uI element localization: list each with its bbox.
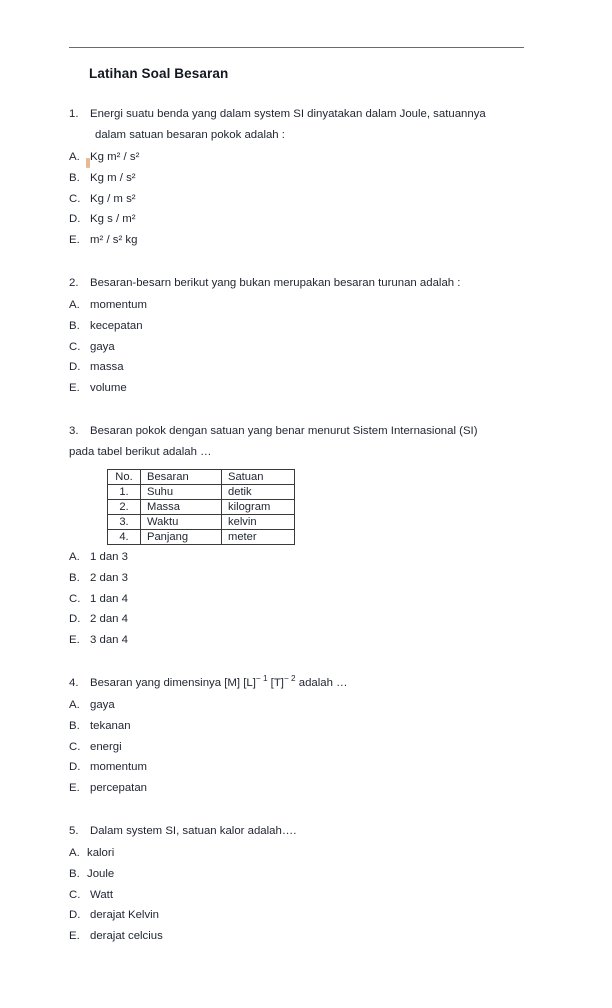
- option-marker: A.: [69, 298, 80, 311]
- table-cell-no: 1.: [108, 484, 141, 499]
- option-label: 1 dan 3: [90, 550, 129, 563]
- question-2-number: 2.: [69, 276, 79, 289]
- option-label: gaya: [90, 698, 115, 711]
- question-3-text: Besaran pokok dengan satuan yang benar menurut Sistem Internasional (SI): [90, 424, 478, 437]
- question-3-table-wrapper: [0, 469, 612, 545]
- option-label: energi: [90, 740, 122, 753]
- option-label: momentum: [90, 298, 147, 311]
- option-label: Kg m² / s²: [90, 151, 140, 163]
- header-divider: [69, 47, 524, 48]
- option-marker: E.: [69, 782, 80, 795]
- option-row[interactable]: [0, 568, 612, 589]
- question-4-line1: [0, 673, 612, 694]
- option-label: Kg s / m²: [90, 213, 136, 226]
- option-label: 3 dan 4: [90, 634, 129, 647]
- option-row[interactable]: [0, 885, 612, 906]
- option-label: massa: [90, 361, 124, 374]
- option-row[interactable]: [0, 316, 612, 337]
- option-label: derajat Kelvin: [90, 909, 160, 922]
- dimension-exponent-time: − 2: [283, 674, 296, 684]
- option-row[interactable]: [0, 609, 612, 630]
- option-marker: B.: [69, 719, 80, 732]
- table-header-cell: Besaran: [141, 469, 222, 484]
- page-title: Latihan Soal Besaran: [89, 66, 229, 81]
- option-row[interactable]: [0, 757, 612, 778]
- option-marker: E.: [69, 930, 80, 943]
- option-marker: D.: [69, 761, 81, 774]
- option-row[interactable]: [0, 843, 612, 864]
- table-header-row: [108, 469, 295, 484]
- table-cell-satuan: meter: [222, 529, 295, 544]
- option-row[interactable]: [0, 695, 612, 716]
- option-marker: A.: [69, 698, 80, 711]
- table-cell-besaran: Panjang: [141, 529, 222, 544]
- option-label: Joule: [87, 867, 115, 880]
- question-3-options: [0, 547, 612, 651]
- question-5-number: 5.: [69, 824, 79, 837]
- question-4-options: [0, 695, 612, 799]
- option-label: volume: [90, 382, 127, 395]
- table-row: [108, 499, 295, 514]
- option-row[interactable]: [0, 378, 612, 399]
- table-header-cell: Satuan: [222, 469, 295, 484]
- question-block-4: [0, 673, 612, 799]
- option-label: m² / s² kg: [90, 234, 138, 247]
- question-3-line2: [0, 442, 612, 463]
- table-cell-satuan: kilogram: [222, 499, 295, 514]
- table-cell-satuan: kelvin: [222, 514, 295, 529]
- option-marker: D.: [69, 613, 81, 626]
- option-marker: B.: [69, 571, 80, 584]
- option-row[interactable]: [0, 630, 612, 651]
- table-cell-besaran: Suhu: [141, 484, 222, 499]
- table-cell-satuan: detik: [222, 484, 295, 499]
- question-block-5: [0, 821, 612, 947]
- option-row[interactable]: [0, 926, 612, 947]
- question-5-text: Dalam system SI, satuan kalor adalah….: [90, 824, 297, 837]
- table-cell-no: 3.: [108, 514, 141, 529]
- question-1-line2: [0, 125, 612, 146]
- option-label: 1 dan 4: [90, 592, 129, 605]
- option-marker: C.: [69, 740, 81, 753]
- option-marker: D.: [69, 361, 81, 374]
- question-1-options: [0, 147, 612, 251]
- option-row[interactable]: [0, 168, 612, 189]
- option-label: kalori: [87, 846, 115, 859]
- question-2-text: Besaran-besarn berikut yang bukan merupakan besaran turunan adalah :: [90, 276, 461, 289]
- table-row: [108, 529, 295, 544]
- option-row[interactable]: [0, 864, 612, 885]
- besaran-satuan-table: [107, 469, 295, 545]
- option-marker: E.: [69, 234, 80, 247]
- option-label: percepatan: [90, 782, 147, 795]
- option-label: Kg m / s²: [90, 171, 136, 184]
- option-label: tekanan: [90, 719, 131, 732]
- option-marker: A.: [69, 151, 80, 163]
- table-header-cell: No.: [108, 469, 141, 484]
- option-marker: E.: [69, 382, 80, 395]
- option-marker: A.: [69, 846, 80, 859]
- option-marker: E.: [69, 634, 80, 647]
- table-cell-no: 4.: [108, 529, 141, 544]
- question-1-text: Energi suatu benda yang dalam system SI dinyatakan dalam Joule, satuannya: [90, 108, 486, 120]
- option-row[interactable]: [0, 295, 612, 316]
- table-cell-besaran: Waktu: [141, 514, 222, 529]
- option-marker: B.: [69, 319, 80, 332]
- question-4-text-middle: [T]: [267, 676, 284, 689]
- option-row[interactable]: [0, 905, 612, 926]
- option-row[interactable]: [0, 230, 612, 251]
- table-row: [108, 514, 295, 529]
- question-4-number: 4.: [69, 676, 79, 689]
- option-row[interactable]: [0, 737, 612, 758]
- question-1-line1: [0, 104, 612, 125]
- question-1-text-continued: dalam satuan besaran pokok adalah :: [95, 129, 285, 141]
- question-5-line1: [0, 821, 612, 842]
- question-3-text-continued: pada tabel berikut adalah …: [69, 445, 212, 458]
- option-label: Watt: [90, 888, 113, 901]
- option-marker: B.: [69, 171, 80, 184]
- option-label: kecepatan: [90, 319, 143, 332]
- table-row: [108, 484, 295, 499]
- table-cell-no: 2.: [108, 499, 141, 514]
- option-row[interactable]: [0, 778, 612, 799]
- question-5-options: [0, 843, 612, 947]
- option-marker: C.: [69, 340, 81, 353]
- option-row[interactable]: [0, 189, 612, 210]
- option-row[interactable]: [0, 147, 612, 168]
- question-3-line1: [0, 421, 612, 442]
- option-marker: B.: [69, 867, 80, 880]
- questions-container: [0, 104, 612, 947]
- question-block-3: [0, 421, 612, 651]
- question-2-line1: [0, 273, 612, 294]
- table-cell-besaran: Massa: [141, 499, 222, 514]
- question-4-text: [69, 673, 348, 694]
- question-4-text-after: adalah …: [295, 676, 348, 689]
- question-4-text-before: Besaran yang dimensinya [M] [L]: [90, 676, 256, 689]
- option-marker: D.: [69, 213, 81, 226]
- dimension-exponent-length: − 1: [255, 674, 268, 684]
- question-2-options: [0, 295, 612, 399]
- option-label: Kg / m s²: [90, 192, 136, 205]
- question-1-number: 1.: [69, 108, 79, 120]
- option-row[interactable]: [0, 589, 612, 610]
- option-marker: D.: [69, 909, 81, 922]
- option-row[interactable]: [0, 209, 612, 230]
- option-marker: A.: [69, 550, 80, 563]
- option-label: momentum: [90, 761, 147, 774]
- option-marker: C.: [69, 888, 81, 901]
- option-row[interactable]: [0, 337, 612, 358]
- option-label: gaya: [90, 340, 115, 353]
- option-row[interactable]: [0, 547, 612, 568]
- option-row[interactable]: [0, 357, 612, 378]
- question-block-2: [0, 273, 612, 399]
- option-marker: C.: [69, 192, 81, 205]
- option-marker: C.: [69, 592, 81, 605]
- question-block-1: [0, 104, 612, 251]
- question-3-number: 3.: [69, 424, 79, 437]
- option-label: 2 dan 3: [90, 571, 129, 584]
- option-label: derajat celcius: [90, 930, 163, 943]
- option-row[interactable]: [0, 716, 612, 737]
- option-label: 2 dan 4: [90, 613, 129, 626]
